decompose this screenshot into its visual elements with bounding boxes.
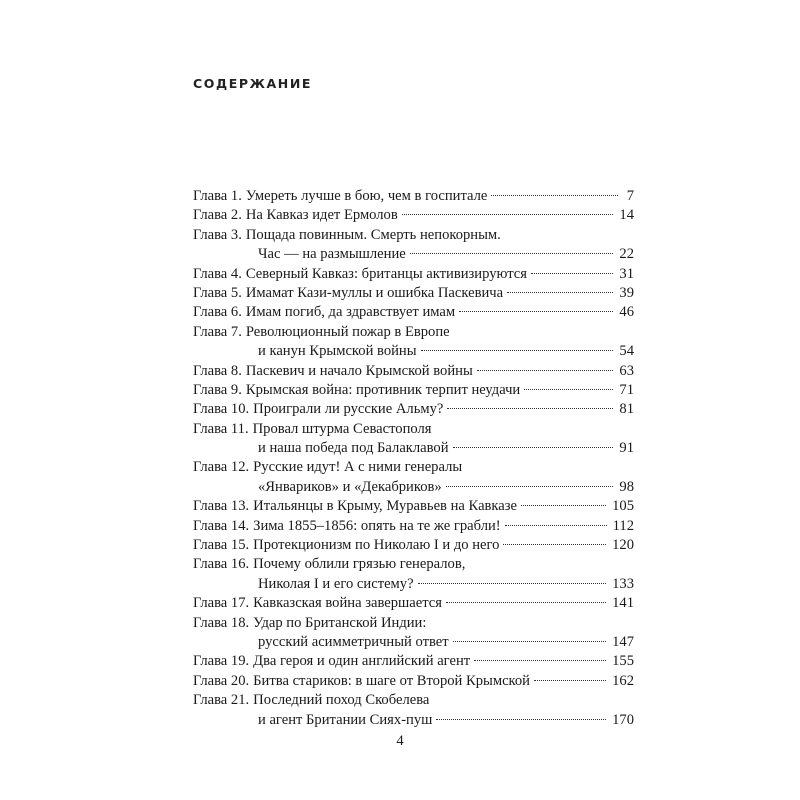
chapter-title: Северный Кавказ: британцы активизируются (245, 265, 527, 282)
chapter-number: Глава 16. (193, 556, 250, 573)
toc-entry-line (193, 265, 634, 284)
chapter-title: Протекционизм по Николаю I и до него (253, 537, 500, 554)
chapter-page-number: 7 (626, 188, 634, 204)
page-number: 4 (396, 733, 404, 749)
toc-entry-line (193, 633, 634, 652)
chapter-title: Почему облили грязью генералов, (253, 556, 466, 573)
dot-leader (521, 505, 606, 506)
toc-entry-line (193, 497, 634, 516)
chapter-page-number: 31 (619, 265, 634, 282)
toc-entry-line (193, 672, 634, 691)
dot-leader (436, 719, 606, 720)
toc-entry-line (193, 381, 634, 400)
chapter-title: Имам погиб, да здравствует имам (245, 304, 456, 321)
chapter-page-number: 39 (619, 284, 634, 301)
chapter-page-number: 91 (619, 440, 634, 457)
chapter-title: Николая I и его систему? (258, 575, 414, 592)
chapter-title: На Кавказ идет Ермолов (245, 207, 398, 224)
toc-entry-line (193, 226, 634, 245)
chapter-title: Крымская война: противник терпит неудачи (245, 381, 521, 398)
chapter-number: Глава 5. (193, 284, 242, 301)
toc-entry-line (193, 536, 634, 555)
dot-leader (402, 214, 614, 215)
chapter-title: «Январиков» и «Декабриков» (258, 478, 442, 495)
chapter-title: Последний поход Скобелева (253, 692, 430, 709)
chapter-number: Глава 10. (193, 401, 250, 418)
dot-leader (453, 641, 606, 642)
chapter-number: Глава 15. (193, 537, 250, 554)
toc-entry-line (193, 323, 634, 342)
toc-entry-line (193, 400, 634, 419)
chapter-title: Час — на размышление (258, 246, 406, 263)
dot-leader (459, 311, 613, 312)
chapter-page-number: 133 (612, 575, 634, 592)
toc-entry-line (193, 284, 634, 303)
chapter-title: Битва стариков: в шаге от Второй Крымской (253, 672, 530, 689)
chapter-page-number: 162 (612, 672, 634, 689)
chapter-page-number: 147 (612, 633, 634, 650)
toc-entry-line (193, 362, 634, 381)
chapter-number: Глава 2. (193, 207, 242, 224)
chapter-title: Провал штурма Севастополя (252, 420, 432, 437)
toc-entry-line (193, 594, 634, 613)
chapter-title: Паскевич и начало Крымской войны (245, 362, 473, 379)
dot-leader (418, 583, 607, 584)
dot-leader (503, 544, 606, 545)
chapter-page-number: 170 (612, 711, 634, 728)
chapter-number: Глава 18. (193, 614, 250, 631)
dot-leader (446, 486, 614, 487)
chapter-number: Глава 20. (193, 672, 250, 689)
chapter-title: Два героя и один английский агент (253, 653, 471, 670)
chapter-title: русский асимметричный ответ (258, 633, 449, 650)
chapter-title: Русские идут! А с ними генералы (253, 459, 463, 476)
chapter-page-number: 155 (612, 653, 634, 670)
toc-entry-line (193, 303, 634, 322)
chapter-number: Глава 8. (193, 362, 242, 379)
chapter-page-number: 98 (619, 478, 634, 495)
toc-entry-line (193, 575, 634, 594)
toc-entry-line (193, 206, 634, 225)
chapter-number: Глава 17. (193, 595, 250, 612)
chapter-number: Глава 11. (193, 420, 249, 437)
dot-leader (446, 602, 606, 603)
dot-leader (505, 525, 607, 526)
dot-leader (474, 660, 606, 661)
dot-leader (410, 253, 614, 254)
chapter-title: Революционный пожар в Европе (245, 323, 450, 340)
dot-leader (421, 350, 614, 351)
chapter-title: Умереть лучше в бою, чем в госпитале (245, 188, 488, 204)
toc-entry-line (193, 420, 634, 439)
chapter-number: Глава 7. (193, 323, 242, 340)
chapter-page-number: 120 (612, 537, 634, 554)
toc-entry-line (193, 439, 634, 458)
chapter-title: Проиграли ли русские Альму? (253, 401, 444, 418)
chapter-page-number: 22 (619, 246, 634, 263)
chapter-number: Глава 14. (193, 517, 250, 534)
chapter-number: Глава 6. (193, 304, 242, 321)
chapter-title: и агент Британии Сиях-пуш (258, 711, 433, 728)
chapter-number: Глава 3. (193, 226, 242, 243)
toc-entry-line (193, 711, 634, 730)
toc-entry-line (193, 245, 634, 264)
toc-entry-line (193, 517, 634, 536)
chapter-title: и наша победа под Балаклавой (258, 440, 449, 457)
dot-leader (453, 447, 614, 448)
toc-entry-line (193, 614, 634, 633)
chapter-page-number: 71 (619, 381, 634, 398)
chapter-page-number: 141 (612, 595, 634, 612)
chapter-title: и канун Крымской войны (258, 343, 417, 360)
toc-entry-line (193, 478, 634, 497)
chapter-page-number: 81 (619, 401, 634, 418)
chapter-number: Глава 21. (193, 692, 250, 709)
dot-leader (491, 195, 618, 196)
dot-leader (524, 389, 613, 390)
dot-leader (507, 292, 613, 293)
chapter-page-number: 54 (619, 343, 634, 360)
toc-entry-line (193, 458, 634, 477)
chapter-number: Глава 19. (193, 653, 250, 670)
toc-entry-line (193, 187, 634, 206)
chapter-number: Глава 13. (193, 498, 250, 515)
dot-leader (531, 273, 613, 274)
chapter-title: Кавказская война завершается (253, 595, 442, 612)
dot-leader (534, 680, 606, 681)
chapter-page-number: 63 (619, 362, 634, 379)
toc-entry-line (193, 652, 634, 671)
chapter-number: Глава 1. (193, 188, 242, 204)
toc-entry-line (193, 555, 634, 574)
chapter-title: Итальянцы в Крыму, Муравьев на Кавказе (253, 498, 518, 515)
chapter-page-number: 112 (612, 517, 634, 534)
chapter-title: Зима 1855–1856: опять на те же грабли! (253, 517, 501, 534)
chapter-title: Пощада повинным. Смерть непокорным. (245, 226, 501, 243)
dot-leader (447, 408, 613, 409)
toc-heading: СОДЕРЖАНИЕ (193, 76, 313, 91)
table-of-contents (193, 187, 634, 730)
chapter-number: Глава 9. (193, 381, 242, 398)
toc-entry-line (193, 691, 634, 710)
dot-leader (477, 370, 614, 371)
chapter-title: Удар по Британской Индии: (253, 614, 427, 631)
chapter-number: Глава 12. (193, 459, 250, 476)
chapter-page-number: 105 (612, 498, 634, 515)
chapter-title: Имамат Кази-муллы и ошибка Паскевича (245, 284, 504, 301)
chapter-page-number: 46 (619, 304, 634, 321)
chapter-number: Глава 4. (193, 265, 242, 282)
chapter-page-number: 14 (619, 207, 634, 224)
toc-entry-line (193, 342, 634, 361)
